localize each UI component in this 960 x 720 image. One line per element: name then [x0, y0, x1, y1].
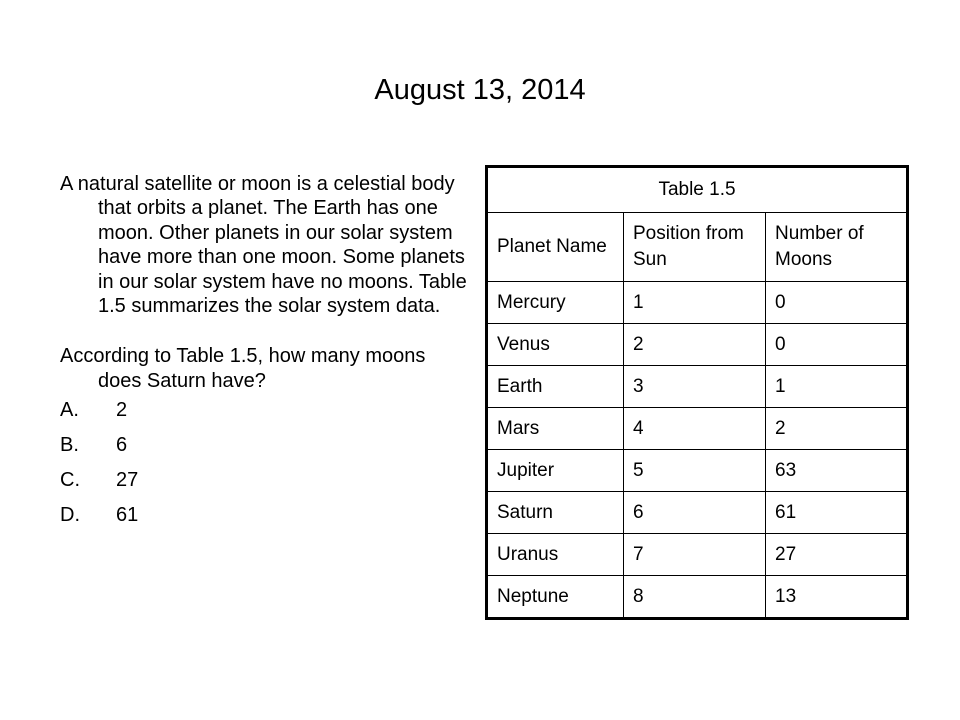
table-header-row [487, 213, 908, 282]
moons-cell: 0 [766, 324, 908, 366]
table-row [487, 282, 908, 324]
question-text: According to Table 1.5, how many moons does Saturn have? [60, 345, 426, 392]
position-cell: 6 [624, 492, 766, 534]
table-row [487, 576, 908, 619]
header-planet-name: Planet Name [487, 213, 624, 282]
header-position-from-sun: Position from Sun [624, 213, 766, 282]
answer-choice-d [60, 498, 470, 533]
table-caption-row [487, 167, 908, 213]
answer-choices [60, 393, 470, 533]
choice-letter: C. [60, 469, 80, 492]
table-row [487, 366, 908, 408]
position-cell: 8 [624, 576, 766, 619]
choice-text: 61 [116, 504, 139, 527]
planet-moons-table [485, 165, 909, 620]
position-cell: 3 [624, 366, 766, 408]
moons-cell: 61 [766, 492, 908, 534]
choice-letter: B. [60, 434, 79, 457]
answer-choice-c [60, 463, 470, 498]
planet-cell: Saturn [487, 492, 624, 534]
position-cell: 7 [624, 534, 766, 576]
position-cell: 4 [624, 408, 766, 450]
table-row [487, 534, 908, 576]
planet-cell: Uranus [487, 534, 624, 576]
planet-cell: Neptune [487, 576, 624, 619]
moons-cell: 0 [766, 282, 908, 324]
planet-cell: Venus [487, 324, 624, 366]
planet-cell: Jupiter [487, 450, 624, 492]
moons-cell: 2 [766, 408, 908, 450]
moons-cell: 63 [766, 450, 908, 492]
header-number-of-moons: Number of Moons [766, 213, 908, 282]
table-caption: Table 1.5 [487, 167, 908, 213]
planet-cell: Mars [487, 408, 624, 450]
table-row [487, 450, 908, 492]
passage-paragraph: A natural satellite or moon is a celestial body that orbits a planet. The Earth has one moon. Other planets in our solar system have more than one moon. Some planets in our solar system have no moons. Table 1.5 summarizes the solar system data. [60, 173, 467, 318]
planet-cell: Earth [487, 366, 624, 408]
table-row [487, 324, 908, 366]
position-cell: 1 [624, 282, 766, 324]
moons-cell: 27 [766, 534, 908, 576]
answer-choice-b [60, 428, 470, 463]
page-title: August 13, 2014 [374, 74, 586, 106]
choice-text: 27 [116, 469, 139, 492]
choice-letter: A. [60, 399, 79, 422]
position-cell: 2 [624, 324, 766, 366]
choice-text: 6 [116, 434, 128, 457]
answer-choice-a [60, 393, 470, 428]
table-row [487, 492, 908, 534]
choice-text: 2 [116, 399, 128, 422]
planet-cell: Mercury [487, 282, 624, 324]
moons-cell: 1 [766, 366, 908, 408]
position-cell: 5 [624, 450, 766, 492]
choice-letter: D. [60, 504, 80, 527]
question-passage [60, 172, 470, 533]
table-row [487, 408, 908, 450]
moons-cell: 13 [766, 576, 908, 619]
